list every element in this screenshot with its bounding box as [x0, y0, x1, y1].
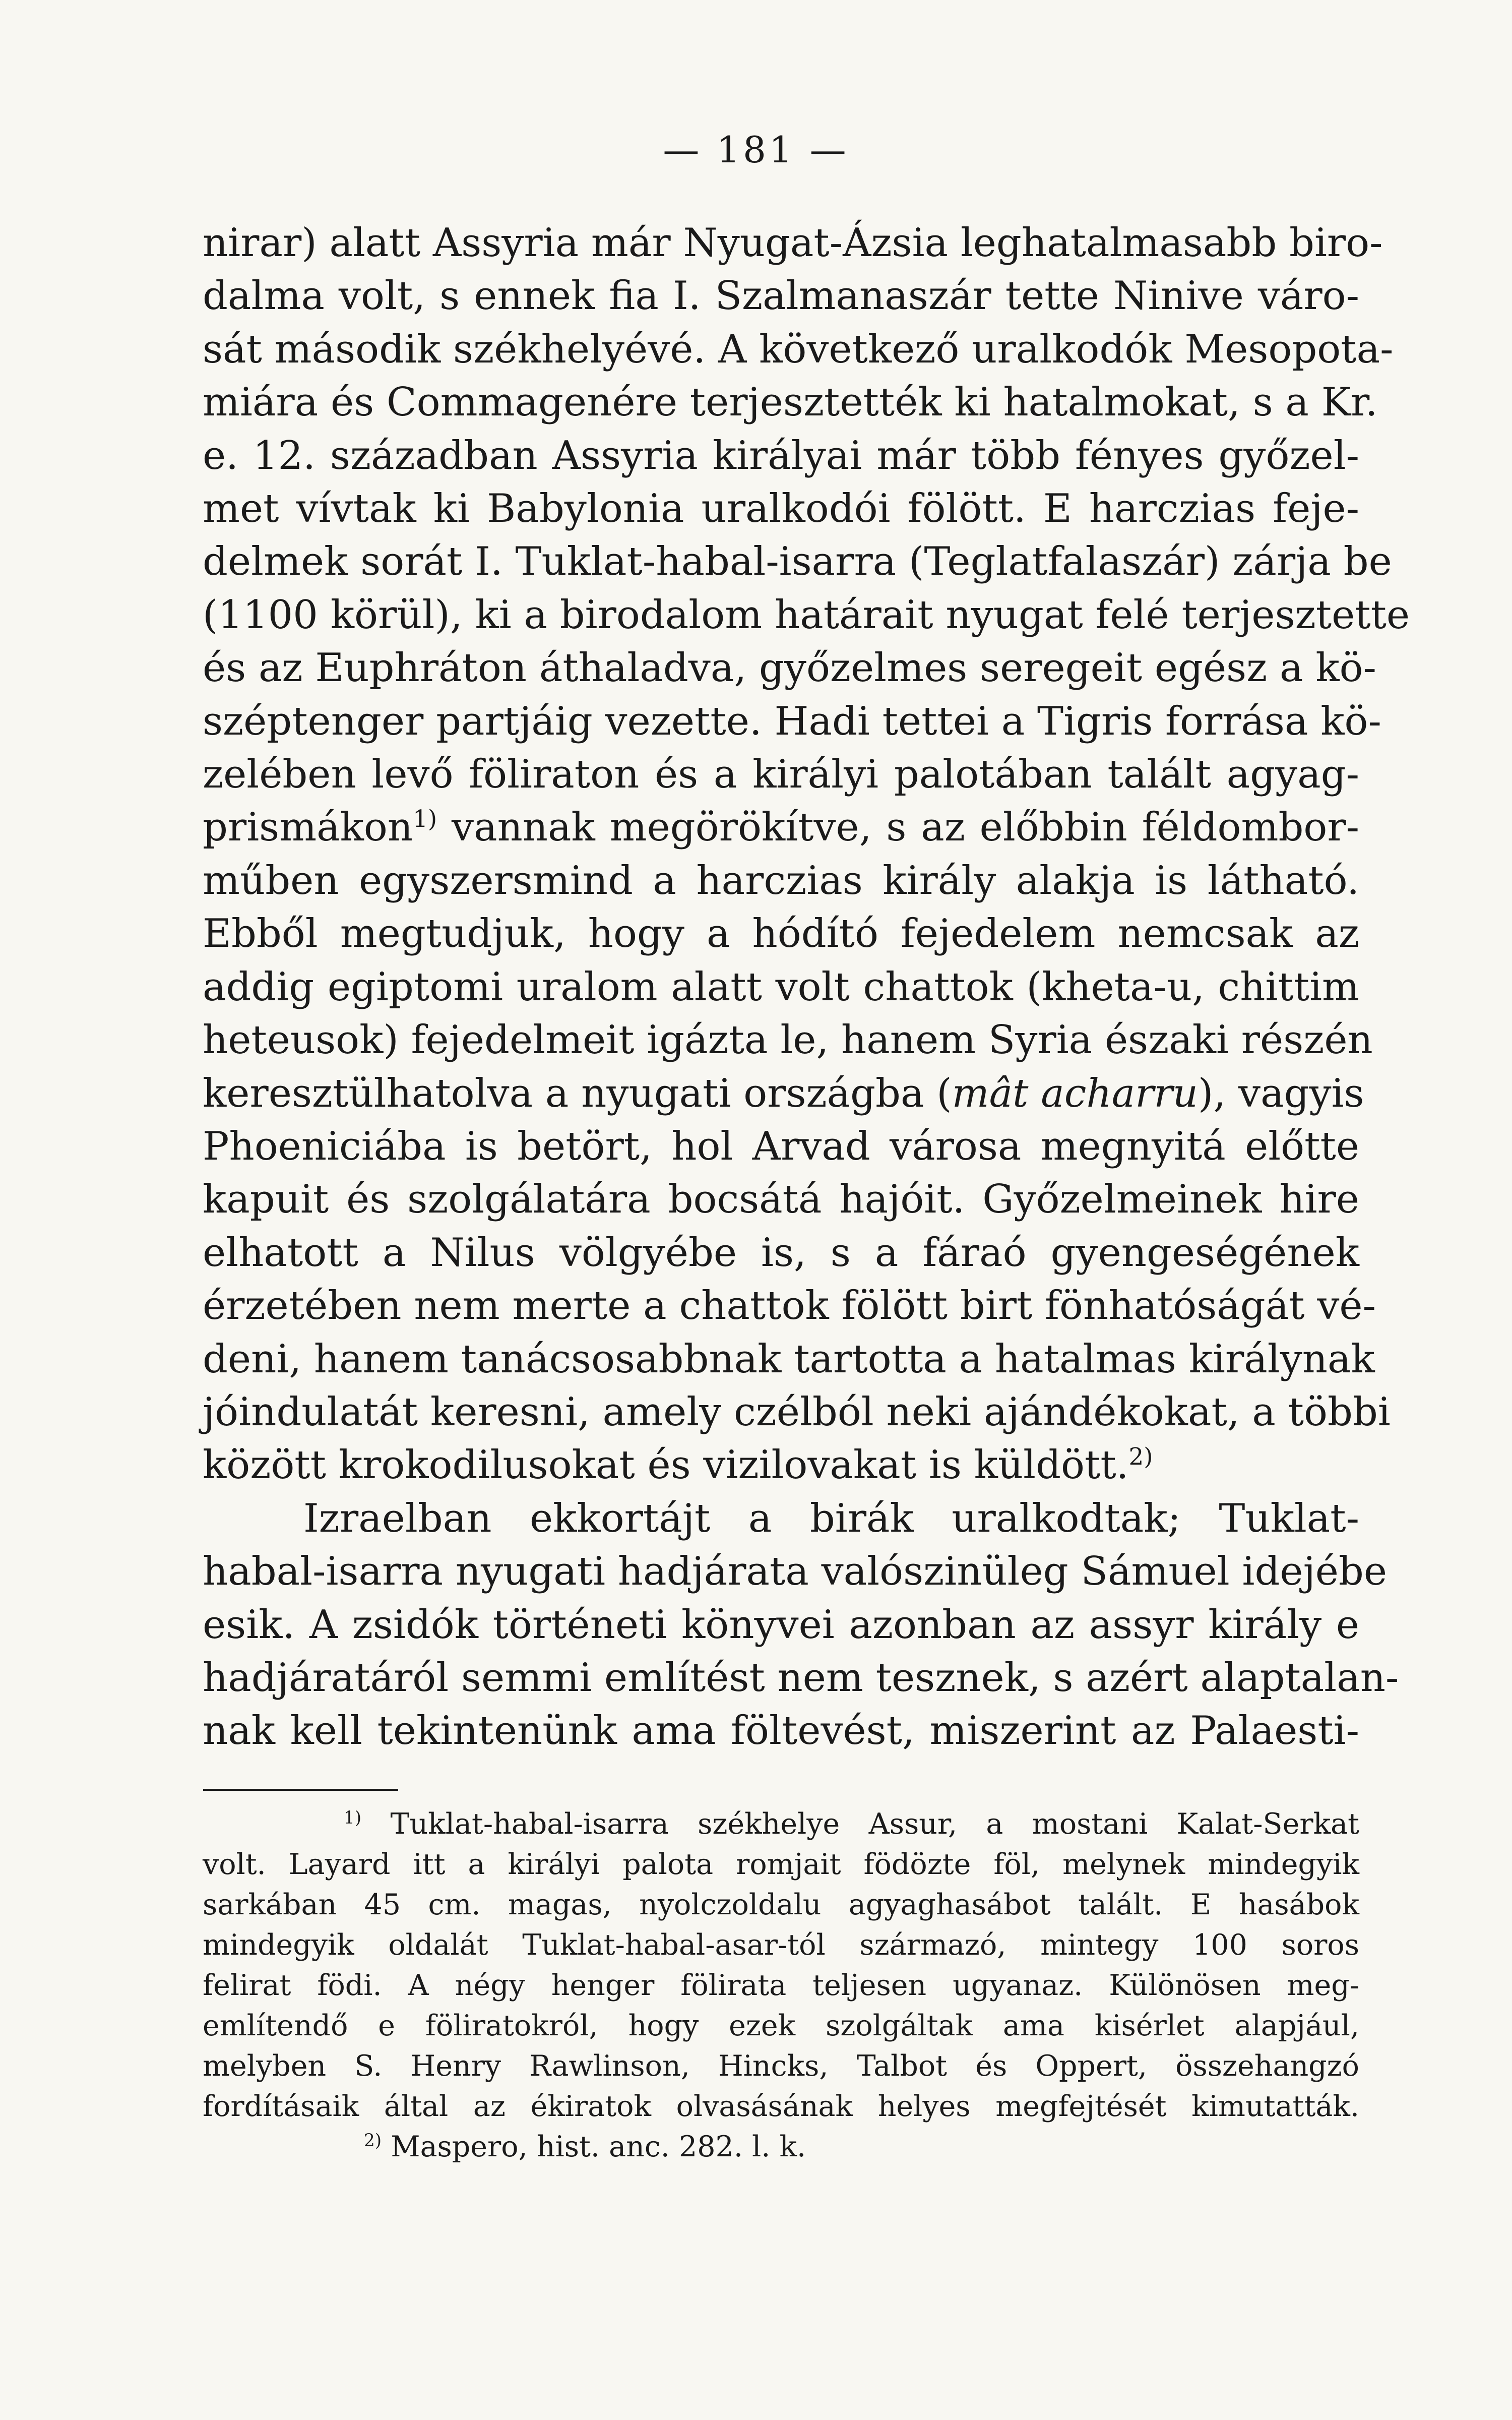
text-line: Izraelban ekkortájt a birák uralkodtak; Tuklat- [303, 1495, 1359, 1541]
text-line: hadjáratáról semmi említést nem tesznek, s azért alaptalan- [203, 1655, 1399, 1701]
text-line: (1100 körül), ki a birodalom határait nyugat felé terjesztette [203, 592, 1410, 638]
text-fragment: ), vagyis [1198, 1070, 1364, 1116]
footnote-line [203, 1804, 1359, 1844]
footnote-line: volt. Layard itt a királyi palota romjait födözte föl, melynek mindegyik [203, 1848, 1359, 1881]
text-line: jóindulatát keresni, amely czélból neki ajándékokat, a többi [203, 1389, 1391, 1435]
text-line: zelében levő föliraton és a királyi palotában talált agyag- [203, 752, 1359, 798]
text-line: sát második székhelyévé. A következő uralkodók Mesopota- [203, 326, 1394, 372]
text-line: Ebből megtudjuk, hogy a hódító fejedelem nemcsak az [203, 911, 1359, 957]
text-line: met vívtak ki Babylonia uralkodói fölött. E harczias feje- [203, 486, 1359, 532]
page-number: — 181 — [663, 129, 849, 171]
footnote-line: felirat födi. A négy henger fölirata teljesen ugyanaz. Különösen meg- [203, 1969, 1359, 2002]
text-line: e. 12. században Assyria királyai már több fényes győzel- [203, 433, 1359, 478]
text-line: addig egiptomi uralom alatt volt chattok (kheta-u, chittim [203, 964, 1359, 1010]
text-line: kapuit és szolgálatára bocsátá hajóit. Győzelmeinek hire [203, 1177, 1359, 1223]
text-line: heteusok) fejedelmeit igázta le, hanem Syria északi részén [203, 1017, 1373, 1063]
text-line: Phoeniciába is betört, hol Arvad városa megnyitá előtte [203, 1123, 1359, 1169]
text-line: dalma volt, s ennek fia I. Szalmanaszár tette Ninive váro- [203, 273, 1359, 319]
text-line [203, 1439, 1359, 1492]
footnote-line: melyben S. Henry Rawlinson, Hincks, Talbot és Oppert, összehangzó [203, 2049, 1359, 2083]
footnote-line [203, 2127, 1359, 2167]
footnote-marker-2: 2) [364, 2131, 382, 2151]
footnote-line: említendő e föliratokról, hogy ezek szolgáltak ama kisérlet alapjául, [203, 2009, 1359, 2042]
text-line [203, 801, 1359, 854]
footnote-divider [203, 1789, 398, 1791]
footnote-text: Maspero, hist. anc. 282. l. k. [382, 2130, 806, 2163]
footnote-marker-1: 1) [344, 1808, 362, 1828]
text-line: műben egyszersmind a harczias király alakja is látható. [203, 858, 1359, 903]
text-line: nak kell tekintenünk ama föltevést, miszerint az Palaesti- [203, 1708, 1359, 1754]
text-line: delmek sorát I. Tuklat-habal-isarra (Teglatfalaszár) zárja be [203, 539, 1392, 585]
text-fragment: keresztülhatolva a nyugati országba ( [203, 1070, 952, 1116]
footnotes [203, 1804, 1359, 2167]
text-fragment: prismákon [203, 805, 413, 851]
text-fragment: vannak megörökítve, s az előbbin féldombor- [437, 805, 1359, 851]
footnote-line: mindegyik oldalát Tuklat-habal-asar-tól származó, mintegy 100 soros [203, 1928, 1359, 1962]
footnote-line: sarkában 45 cm. magas, nyolczoldalu agyaghasábot talált. E hasábok [203, 1888, 1359, 1921]
text-fragment: között krokodilusokat és vizilovakat is küldött. [203, 1442, 1129, 1488]
text-line: deni, hanem tanácsosabbnak tartotta a hatalmas királynak [203, 1336, 1375, 1382]
text-line: esik. A zsidók történeti könyvei azonban az assyr király e [203, 1602, 1359, 1648]
footnote-text: Tuklat-habal-isarra székhelye Assur, a mostani Kalat-Serkat [361, 1807, 1359, 1841]
text-line: miára és Commagenére terjesztették ki hatalmokat, s a Kr. [203, 380, 1378, 426]
body-text [203, 217, 1410, 1758]
text-line: elhatott a Nilus völgyébe is, s a fáraó gyengeségének [203, 1230, 1359, 1276]
text-line: és az Euphráton áthaladva, győzelmes seregeit egész a kö- [203, 645, 1376, 691]
text-line: érzetében nem merte a chattok fölött birt fönhatóságát vé- [203, 1283, 1376, 1329]
text-line: habal-isarra nyugati hadjárata valószinüleg Sámuel idejébe [203, 1549, 1388, 1595]
text-line: nirar) alatt Assyria már Nyugat-Ázsia leghatalmasabb biro- [203, 220, 1383, 266]
footnote-ref-1: 1) [413, 806, 437, 833]
text-line [203, 1067, 1364, 1120]
italic-term: mât acharru [952, 1070, 1199, 1116]
footnote-ref-2: 2) [1128, 1443, 1153, 1471]
text-line: széptenger partjáig vezette. Hadi tettei a Tigris forrása kö- [203, 698, 1381, 744]
footnote-line: fordításaik által az ékiratok olvasásának helyes megfejtését kimutatták. [203, 2090, 1359, 2123]
